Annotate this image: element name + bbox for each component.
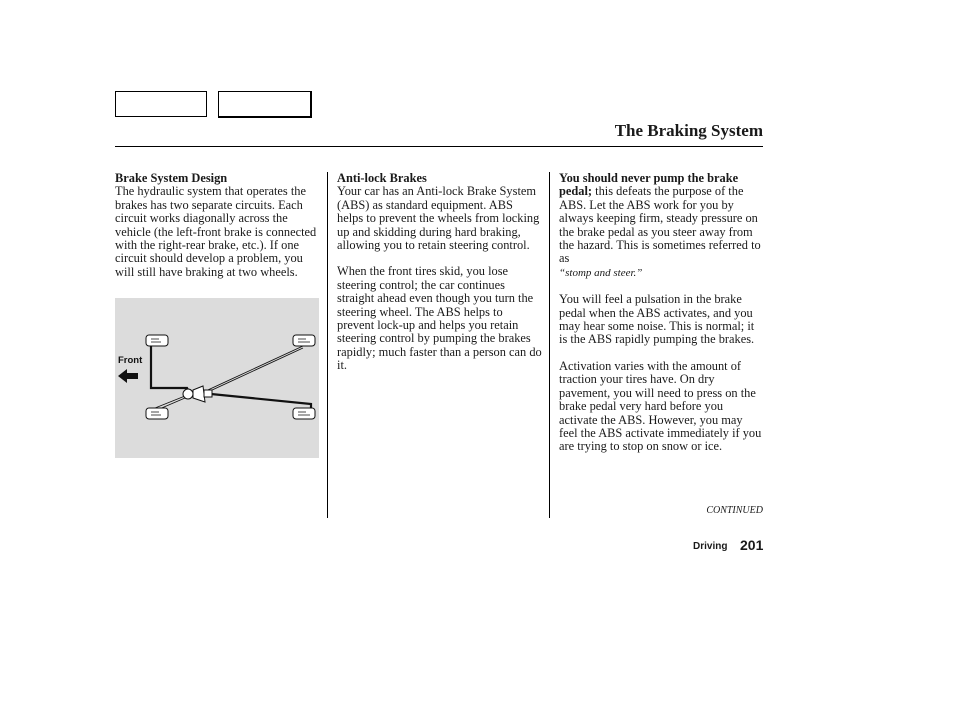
continued-label: CONTINUED xyxy=(706,505,763,516)
paragraph: When the front tires skid, you lose steering control; the car continues straight ahead even though you turn the steering wheel. The ABS helps to prevent lock-up and helps you retain steering control by pumping the brakes rapidly; much faster than a person can do it. xyxy=(337,264,542,373)
paragraph: Your car has an Anti-lock Brake System (ABS) as standard equipment. ABS helps to prevent the wheels from locking up and skidding during hard braking, allowing you to retain steering control. xyxy=(337,184,540,253)
page-number: 201 xyxy=(740,537,764,553)
column-anti-lock-brakes xyxy=(337,172,542,373)
paragraph-lead xyxy=(559,172,764,280)
nav-tab-box-2[interactable] xyxy=(218,91,312,118)
front-right-brake-line-2 xyxy=(197,348,303,397)
left-arrow-icon xyxy=(118,369,138,383)
paragraph: Activation varies with the amount of traction your tires have. On dry pavement, you will need to press on the brake pedal very hard before you activate the ABS. However, you may feel the ABS activate immediately if you are trying to stop on snow or ice. xyxy=(559,358,762,454)
front-right-wheel-icon xyxy=(293,335,315,346)
brake-circuit-diagram xyxy=(115,298,319,458)
heading-anti-lock-brakes: Anti-lock Brakes xyxy=(337,171,427,185)
stomp-and-steer-quote: “stomp and steer.” xyxy=(559,266,643,279)
paragraph: You will feel a pulsation in the brake pedal when the ABS activates, and you may hear some noise. This is normal; it is the ABS rapidly pumping the brakes. xyxy=(559,292,755,347)
title-rule xyxy=(115,146,763,147)
front-left-brake-line xyxy=(151,346,190,394)
front-left-wheel-icon xyxy=(146,335,168,346)
front-right-brake-line xyxy=(197,346,303,395)
column-divider xyxy=(327,172,328,518)
column-divider xyxy=(549,172,550,518)
lead-bold-text: You should never pump the brake pedal; xyxy=(559,171,739,199)
heading-brake-system-design: Brake System Design xyxy=(115,171,228,185)
rear-left-wheel-icon xyxy=(146,408,168,419)
footer-section-label: Driving xyxy=(693,541,728,552)
column-brake-system-design xyxy=(115,172,319,279)
nav-tab-box-1[interactable] xyxy=(115,91,207,117)
rear-right-wheel-icon xyxy=(293,408,315,419)
page-title: The Braking System xyxy=(614,121,763,140)
lead-text: this defeats the purpose of the ABS. Let the ABS work for you by always keeping firm, steady pressure on the brake pedal as you steer away from the hazard. This is sometimes referred to as xyxy=(559,184,761,266)
column-abs-usage xyxy=(559,172,764,454)
front-label: Front xyxy=(118,355,143,366)
paragraph: The hydraulic system that operates the brakes has two separate circuits. Each circuit works diagonally across the vehicle (the left-front brake is connected with the right-rear brake, etc.). If one circuit should develop a problem, you will still have braking at two wheels. xyxy=(115,184,317,279)
